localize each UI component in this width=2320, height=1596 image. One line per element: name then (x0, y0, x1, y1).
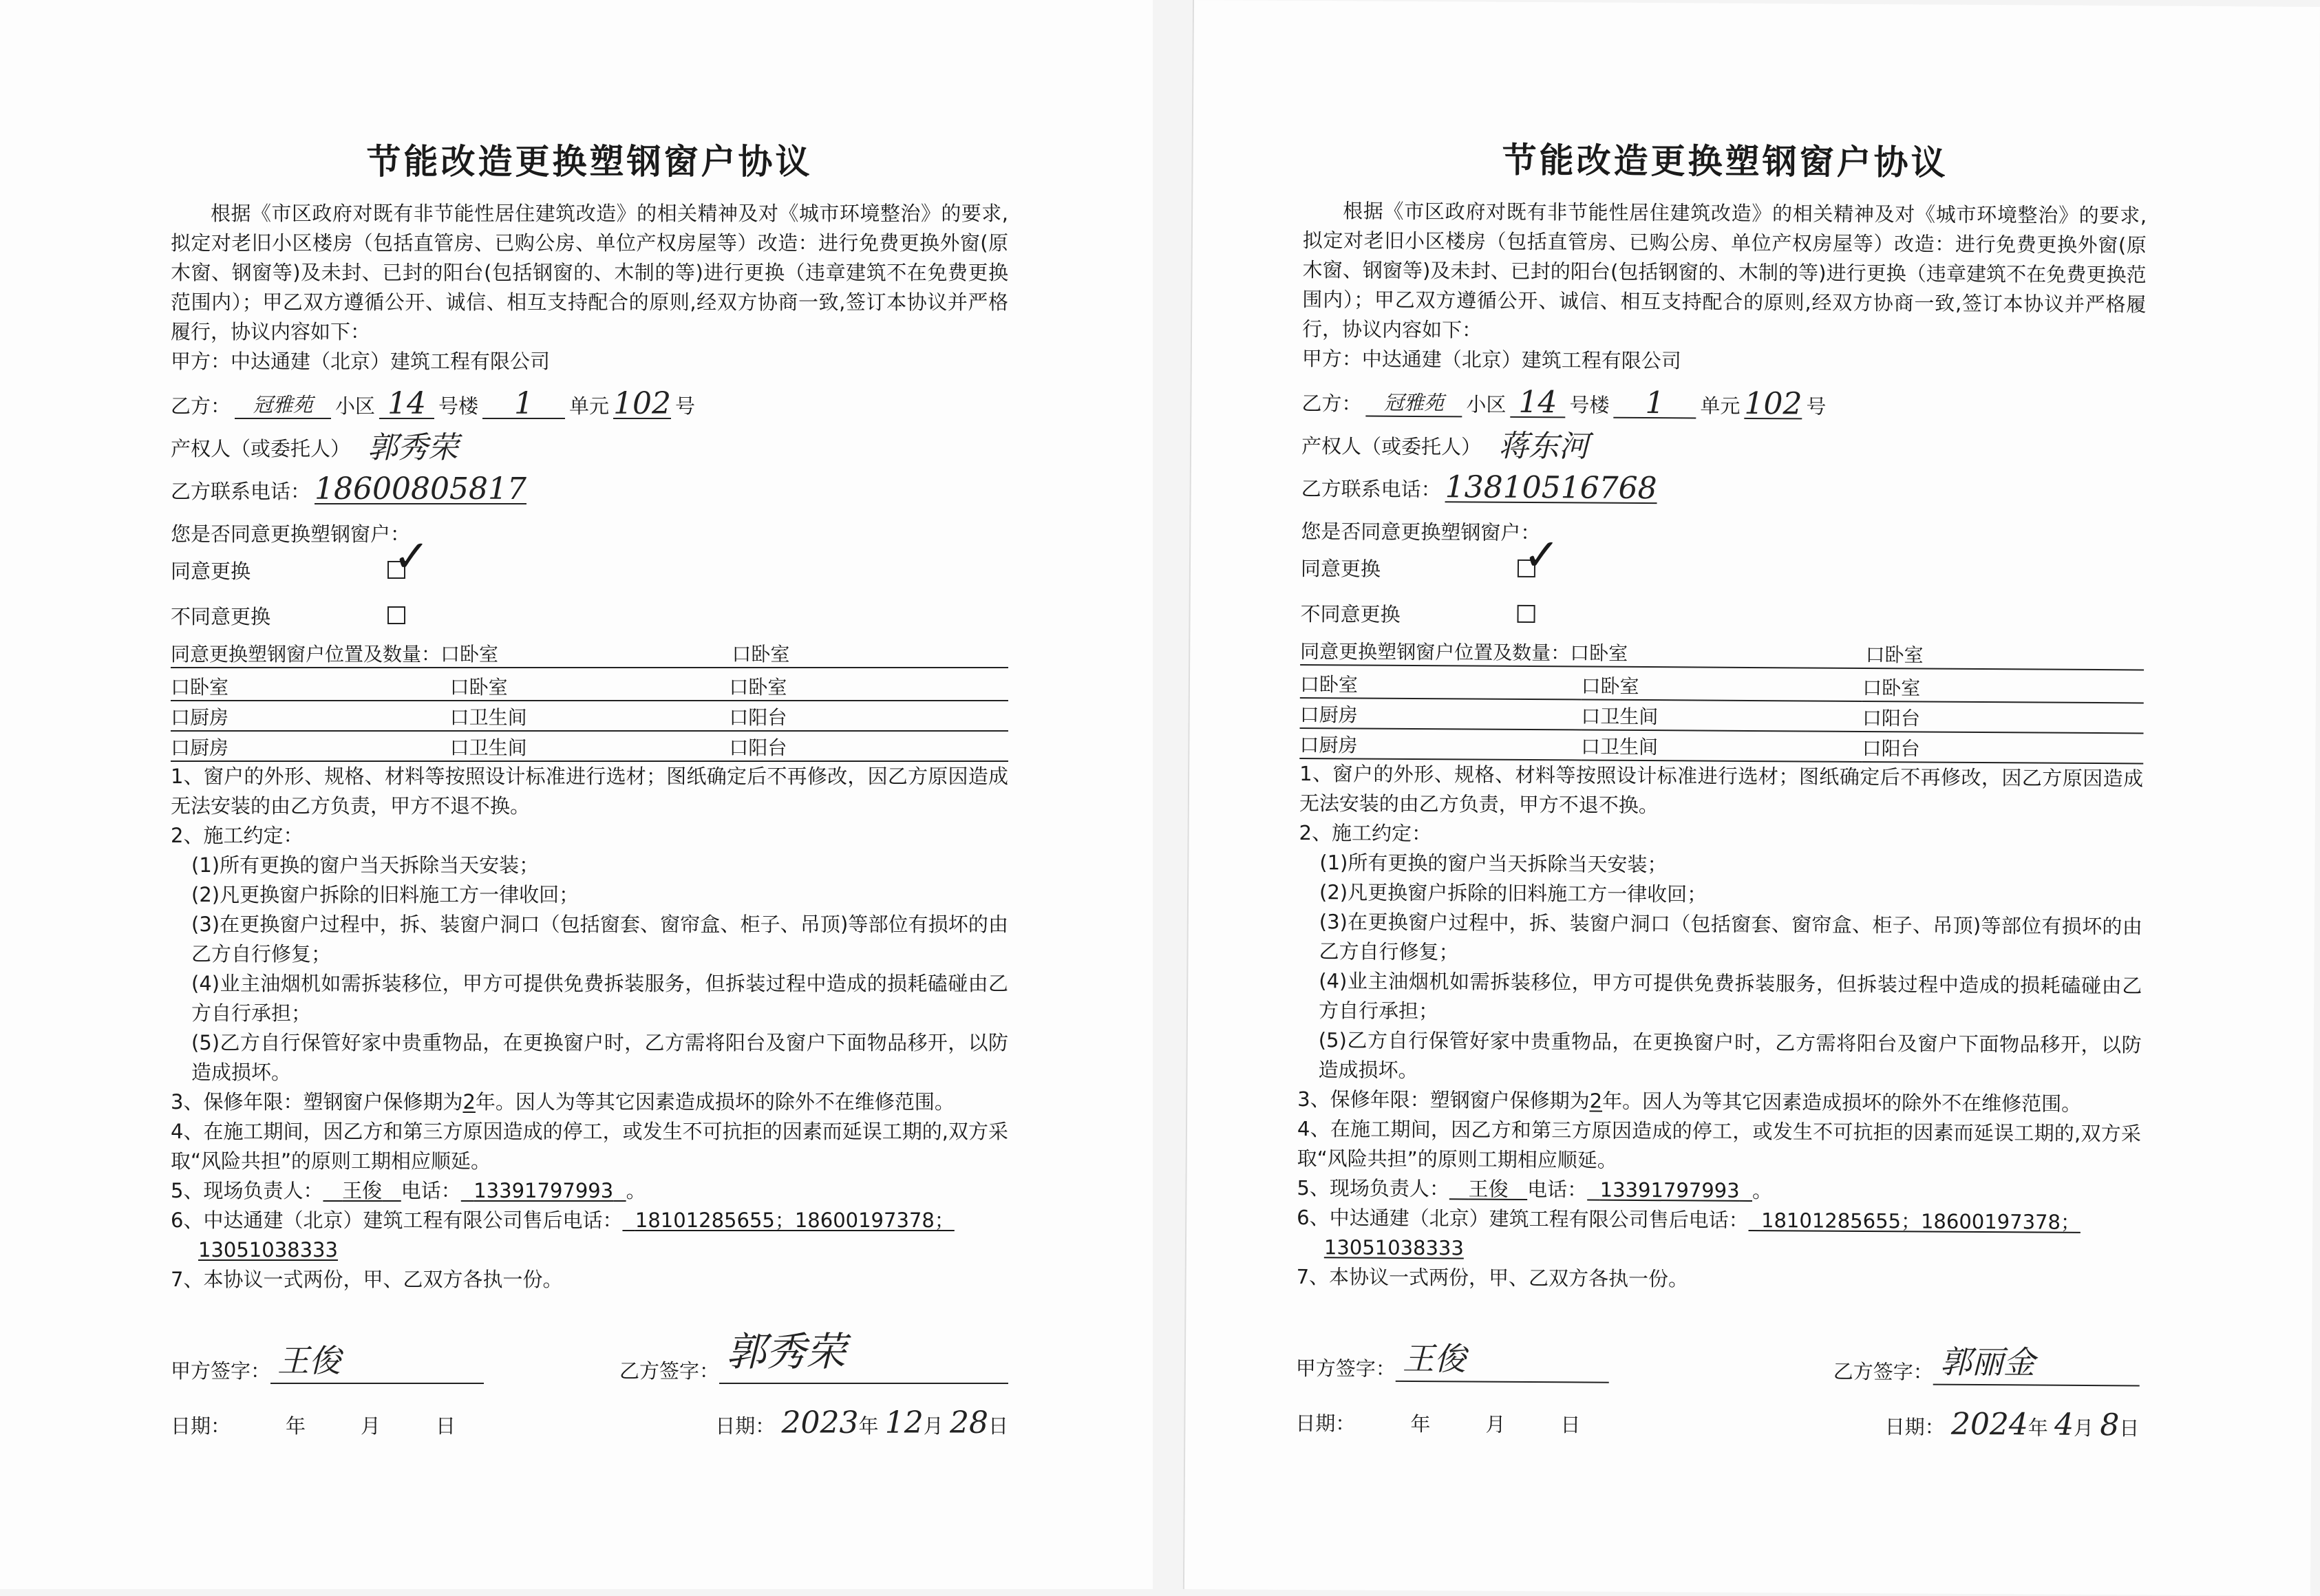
disagree-option: 不同意更换 (171, 593, 1008, 638)
clause-2: 2、施工约定： (171, 824, 304, 847)
clause-7: 7、本协议一式两份，甲、乙双方各执一份。 (1296, 1264, 1689, 1291)
phone-row: 乙方联系电话： 13810516768 (1301, 469, 1657, 507)
date-year: 2024 (1950, 1406, 2029, 1443)
agree-checkbox[interactable] (387, 531, 430, 582)
party-b-signature: 郭丽金 (1939, 1343, 2036, 1381)
date-row: 日期： 年 月 日 日期： 2023年 12月 28日 (171, 1405, 1008, 1440)
phone-field: 18600805817 (315, 471, 526, 507)
check-mark-icon: ✓ (393, 531, 430, 582)
party-a: 甲方：中达通建（北京）建筑工程有限公司 (1301, 346, 1681, 373)
agreement-page-left (0, 0, 1153, 1589)
consent-question: 您是否同意更换塑钢窗户： (1301, 519, 1541, 545)
clause-2-3: (3)在更换窗户过程中，拆、装窗户洞口（包括窗套、窗帘盒、柜子、吊顶)等部位有损坏的由乙方自行修复； (191, 913, 1008, 966)
clause-2-1: (1)所有更换的窗户当天拆除当天安装； (191, 853, 540, 877)
check-mark-icon: ✓ (1522, 529, 1560, 582)
party-a-signature: 王俊 (277, 1342, 341, 1379)
owner-row: 产权人（或委托人） 郭秀荣 (171, 419, 1008, 462)
clause-3: 3、保修年限：塑钢窗户保修期为2年。因人为等其它因素造成损坏的除外不在维修范围。 (1297, 1087, 2082, 1116)
consent-question: 您是否同意更换塑钢窗户： (171, 522, 411, 546)
building-field: 14 (379, 390, 434, 419)
clause-1: 1、窗户的外形、规格、材料等按照设计标准进行选材；图纸确定后不再修改，因乙方原因造成无法安装的由乙方负责，甲方不退不换。 (1299, 761, 2144, 818)
address-row: 乙方： 冠雅苑 小区 14 号楼 1 单元 102 号 (1301, 384, 1827, 422)
phone-field: 13810516768 (1445, 469, 1657, 507)
clause-2-5: (5)乙方自行保管好家中贵重物品，在更换窗户时，乙方需将阳台及窗户下面物品移开，以防造成损坏。 (191, 1031, 1008, 1084)
unit-field: 1 (482, 390, 565, 419)
signature-row: 甲方签字： 王俊 乙方签字： 郭秀荣 (171, 1336, 1008, 1384)
positions-header: 同意更换塑钢窗户位置及数量：口卧室 口卧室 (171, 638, 1008, 668)
preamble: 根据《市区政府对既有非节能性居住建筑改造》的相关精神及对《城市环境整治》的要求,拟定对老旧小区楼房（包括直管房、已购公房、单位产权房屋等）改造：进行免费更换外窗(原木窗、钢窗等)及未封、已封的阳台(包括钢窗的、木制的等)进行更换（违章建筑不在免费更换范围内）；甲乙双方遵循公开、诚信、相互支持配合的原则,经双方协商一致,签订本协议并严格履行，协议内容如下： (171, 202, 1008, 343)
party-a-signature: 王俊 (1402, 1339, 1467, 1378)
positions-table (171, 671, 1008, 762)
disagree-checkbox[interactable] (1517, 605, 1535, 623)
date-month: 4 (2054, 1407, 2074, 1443)
clause-4: 4、在施工期间，因乙方和第三方原因造成的停工，或发生不可抗拒的因素而延误工期的,双方采取“风险共担”的原则工期相应顺延。 (1297, 1116, 2142, 1172)
party-b-signature: 郭秀荣 (726, 1328, 847, 1375)
owner-row: 产权人（或委托人） 蒋东河 (1301, 416, 2145, 464)
clause-4: 4、在施工期间，因乙方和第三方原因造成的停工，或发生不可抗拒的因素而延误工期的,双方采取“风险共担”的原则工期相应顺延。 (171, 1120, 1008, 1173)
clause-6: 6、中达通建（北京）建筑工程有限公司售后电话： 18101285655；18600197378； 13051038333 (171, 1209, 955, 1262)
owner-signature: 郭秀荣 (368, 430, 459, 465)
table-row: 口厨房 口卫生间 口阳台 (171, 701, 1008, 731)
table-row: 口卧室 口卧室 口卧室 (1300, 668, 2144, 703)
positions-header: 同意更换塑钢窗户位置及数量：口卧室 口卧室 (1300, 635, 2144, 670)
community-field: 冠雅苑 (1365, 387, 1462, 418)
date-row: 日期： 年 月 日 日期： 2024年 4月 8日 (1295, 1406, 2140, 1443)
preamble: 根据《市区政府对既有非节能性居住建筑改造》的相关精神及对《城市环境整治》的要求,拟定对老旧小区楼房（包括直管房、已购公房、单位产权房屋等）改造：进行免费更换外窗(原木窗、钢窗等)及未封、已封的阳台(包括钢窗的、木制的等)进行更换（违章建筑不在免费更换范围内）；甲乙双方遵循公开、诚信、相互支持配合的原则,经双方协商一致,签订本协议并严格履行，协议内容如下： (1301, 199, 2147, 342)
building-field: 14 (1510, 389, 1565, 418)
owner-signature: 蒋东河 (1498, 428, 1590, 465)
agreement-page-right (1183, 0, 2320, 1596)
clause-6: 6、中达通建（北京）建筑工程有限公司售后电话： 18101285655；18600197378； 13051038333 (1297, 1205, 2081, 1260)
clause-2-4: (4)业主油烟机如需拆装移位，甲方可提供免费拆装服务，但拆装过程中造成的损耗磕碰由乙方自行承担； (1318, 969, 2142, 1023)
room-field: 102 (1744, 385, 1802, 422)
clause-2-4: (4)业主油烟机如需拆装移位，甲方可提供免费拆装服务，但拆装过程中造成的损耗磕碰由乙方自行承担； (191, 972, 1008, 1025)
disagree-checkbox[interactable] (387, 606, 405, 624)
clause-1: 1、窗户的外形、规格、材料等按照设计标准进行选材；图纸确定后不再修改，因乙方原因造成无法安装的由乙方负责，甲方不退不换。 (171, 765, 1008, 818)
date-month: 12 (884, 1405, 924, 1440)
clause-2-3: (3)在更换窗户过程中，拆、装窗户洞口（包括窗套、窗帘盒、柜子、吊顶)等部位有损坏的由乙方自行修复； (1319, 910, 2142, 964)
community-field: 冠雅苑 (235, 390, 331, 419)
date-year: 2023 (781, 1405, 859, 1440)
clause-3: 3、保修年限：塑钢窗户保修期为2年。因人为等其它因素造成损坏的除外不在维修范围。 (171, 1090, 955, 1114)
clause-5: 5、现场负责人： 王俊 电话： 13391797993 。 (171, 1179, 646, 1202)
room-field: 102 (613, 386, 672, 421)
disagree-option: 不同意更换 (1300, 590, 2144, 640)
positions-table (1299, 668, 2144, 764)
clause-5: 5、现场负责人： 王俊 电话： 13391797993 。 (1297, 1175, 1773, 1203)
table-row: 口厨房 口卫生间 口阳台 (1300, 698, 2144, 733)
document-title: 节能改造更换塑钢窗户协议 (1502, 140, 1948, 183)
table-row: 口卧室 口卧室 口卧室 (171, 671, 1008, 701)
table-row: 口厨房 口卫生间 口阳台 (1299, 728, 2143, 763)
agree-option: 同意更换 ✓ (171, 531, 430, 583)
table-row: 口厨房 口卫生间 口阳台 (171, 731, 1008, 761)
signature-row: 甲方签字： 王俊 乙方签字： 郭丽金 (1296, 1333, 2140, 1386)
clause-2-2: (2)凡更换窗户拆除的旧料施工方一律收回； (191, 883, 579, 906)
clause-7: 7、本协议一式两份，甲、乙双方各执一份。 (171, 1268, 563, 1291)
address-row: 乙方： 冠雅苑 小区 14 号楼 1 单元 102 号 (171, 386, 696, 421)
party-a: 甲方：中达通建（北京）建筑工程有限公司 (171, 350, 551, 373)
phone-row: 乙方联系电话： 18600805817 (171, 471, 526, 507)
clause-2-1: (1)所有更换的窗户当天拆除当天安装； (1319, 851, 1668, 877)
date-day: 28 (949, 1405, 988, 1440)
agree-option: 同意更换 ✓ (1300, 529, 1560, 582)
clause-2: 2、施工约定： (1299, 820, 1432, 846)
date-day: 8 (2100, 1407, 2120, 1443)
clause-2-2: (2)凡更换窗户拆除的旧料施工方一律收回； (1319, 880, 1707, 906)
unit-field: 1 (1613, 390, 1696, 419)
agree-checkbox[interactable] (1518, 529, 1560, 582)
clause-2-5: (5)乙方自行保管好家中贵重物品，在更换窗户时，乙方需将阳台及窗户下面物品移开，以防造成损坏。 (1318, 1028, 2142, 1083)
document-title: 节能改造更换塑钢窗户协议 (366, 142, 813, 182)
